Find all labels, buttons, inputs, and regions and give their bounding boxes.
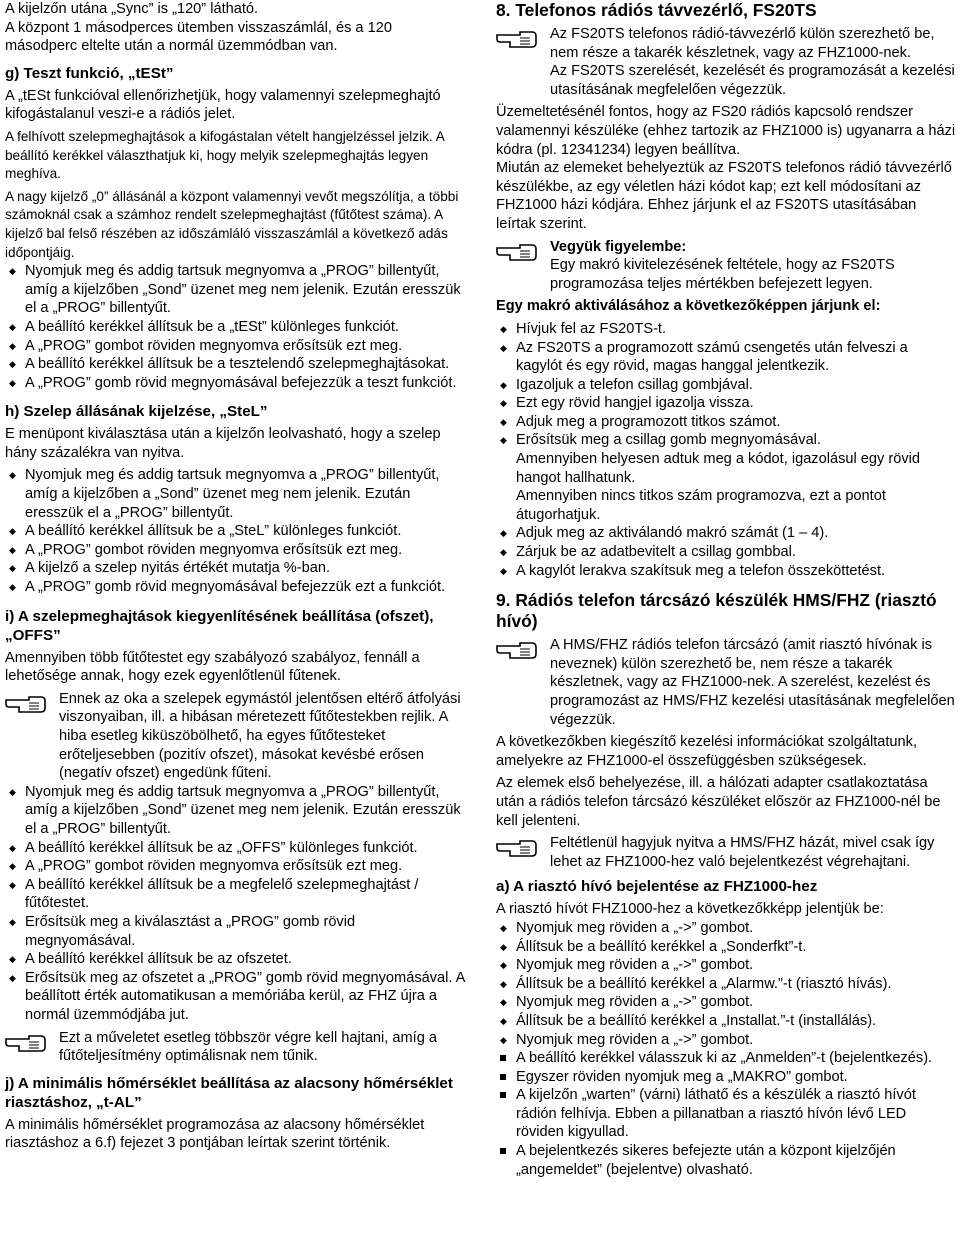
bullet-icon: ◆ — [9, 916, 16, 927]
list-item: ◆ A „PROG” gomb rövid megnyomásával befejezzük ezt a funkciót. — [9, 579, 446, 596]
section-heading-h: h) Szelep állásának kijelzése, „SteL” — [5, 403, 268, 421]
list-item: ◆ A beállító kerékkel állítsuk be a tesztelendő szelepmeghajtásokat. — [9, 356, 450, 373]
bullet-icon: ◆ — [9, 266, 16, 277]
list-item: ◆ Nyomjuk meg röviden a „->” gombot. — [500, 994, 754, 1011]
bullet-list-i — [5, 783, 467, 1025]
list-item: ◆ Nyomjuk meg röviden a „->” gombot. — [500, 919, 754, 936]
section-heading-a: a) A riasztó hívó bejelentése az FHZ1000-hez — [496, 878, 818, 896]
continuation-text: Amennyiben nincs titkos szám programozva, ezt a pontot átugorhatjuk. — [516, 488, 886, 523]
list-item: ◆ Állítsuk be a beállító kerékkel a „Installat.”-t (installálás). — [500, 1012, 877, 1029]
list-item: ◆ Ezt egy rövid hangjel igazolja vissza. — [500, 395, 754, 412]
paragraph: E menüpont kiválasztása után a kijelzőn leolvasható, hogy a szelep hány százalékra van nyitva. — [5, 426, 441, 461]
list-item: ◆ Erősítsük meg az ofszetet a „PROG” gomb rövid megnyomásával. A beállított érték automatikusan a memóriába kerül, az FHZ újra a normál üzemmódjába jut. — [9, 969, 465, 1023]
note-block — [496, 238, 956, 294]
bullet-icon: ◆ — [500, 528, 507, 539]
list-item: ◆ Nyomjuk meg röviden a „->” gombot. — [500, 957, 754, 974]
bullet-icon: ◆ — [9, 359, 16, 370]
note-block — [5, 1029, 467, 1066]
section-heading-j: j) A minimális hőmérséklet beállítása az alacsony hőmérséklet riasztáshoz, „t-AL” — [5, 1074, 453, 1111]
bullet-icon: ◆ — [9, 470, 16, 481]
bold-intro: Egy makró aktiválásához a következőképpen járjunk el: — [496, 298, 881, 315]
bullet-list-a — [496, 919, 956, 1179]
list-item: ◆ Állítsuk be a beállító kerékkel a „Alarmw.”-t (riasztó hívás). — [500, 975, 892, 992]
list-item: ◆ Adjuk meg az aktiválandó makró számát (1 – 4). — [500, 525, 829, 542]
note-text: Ennek az oka a szelepek egymástól jelentősen eltérő átfolyási viszonyaiban, ill. a hibásan méretezett fűtőtestekben rejlik. A hiba esetleg kiküszöbölhető, ha egyes fűtőtesteket erőteljesebben (pozitív ofszet), másokat kevésbé erősen (negatív ofszet) engedünk fűteni. — [59, 690, 461, 782]
bullet-icon: ◆ — [500, 547, 507, 558]
bullet-icon: ◆ — [500, 342, 507, 353]
list-item: Egyszer röviden nyomjuk meg a „MAKRO” gombot. — [496, 1068, 956, 1087]
note-text: Feltétlenül hagyjuk nyitva a HMS/FHZ házát, mivel csak így lehet az FHZ1000-hez való bejelentkezést végrehajtani. — [550, 835, 935, 870]
bullet-icon: ◆ — [9, 954, 16, 965]
paragraph: A kijelzőn utána „Sync” is „120” látható. — [5, 1, 259, 17]
bullet-icon: ◆ — [500, 960, 507, 971]
bullet-icon: ◆ — [9, 377, 16, 388]
bullet-icon: ◆ — [9, 582, 16, 593]
list-item: ◆ A beállító kerékkel állítsuk be a „SteL” különleges funkciót. — [9, 523, 402, 540]
square-bullet-icon — [500, 1055, 506, 1061]
list-item: ◆ A beállító kerékkel állítsuk be a „tESt” különleges funkciót. — [9, 318, 399, 335]
list-item: ◆ Az FS20TS a programozott számú csengetés után felveszi a kagylót és egy rövid, magas hanggal jelentkezik. — [500, 339, 908, 375]
list-item: ◆ A „PROG” gombot röviden megnyomva erősítsük ezt meg. — [9, 858, 403, 875]
bullet-icon: ◆ — [9, 972, 16, 983]
list-item: ◆ Nyomjuk meg röviden a „->” gombot. — [500, 1031, 754, 1048]
note-block — [496, 25, 956, 99]
bullet-icon: ◆ — [9, 786, 16, 797]
list-item: ◆ Hívjuk fel az FS20TS-t. — [500, 320, 667, 337]
list-item: ◆ Igazoljuk a telefon csillag gombjával. — [500, 376, 753, 393]
list-item: ◆ Állítsuk be a beállító kerékkel a „Sonderfkt”-t. — [500, 938, 807, 955]
list-item: ◆ A „PROG” gombot röviden megnyomva erősítsük ezt meg. — [9, 541, 403, 558]
pointing-hand-icon — [5, 1033, 51, 1053]
bullet-icon: ◆ — [9, 879, 16, 890]
bullet-icon: ◆ — [500, 323, 507, 334]
bullet-icon: ◆ — [9, 340, 16, 351]
list-item: ◆ A kagylót lerakva szakítsuk meg a telefon összeköttetést. — [500, 562, 886, 579]
bullet-list-macro — [496, 320, 956, 450]
bullet-icon: ◆ — [500, 1034, 507, 1045]
list-item: ◆ Erősítsük meg a csillag gomb megnyomásával. — [500, 432, 821, 449]
pointing-hand-icon — [496, 838, 542, 858]
bullet-icon: ◆ — [500, 978, 507, 989]
list-item: A beállító kerékkel válasszuk ki az „Anmelden”-t (bejelentkezés). — [496, 1049, 956, 1068]
note-text: A HMS/FHZ rádiós telefon tárcsázó (amit riasztó hívónak is neveznek) külön szerezhető be, nem része a takarék készletnek, vagy az FHZ1000-nek. A szerelést, kezelést és programozást az HMS/FHZ kezelési utasításának megfelelően végezzük. — [550, 637, 955, 728]
note-text: Az FS20TS telefonos rádió-távvezérlő külön szerezhető be, nem része a takarék készletnek, vagy az FHZ1000-nek. — [550, 26, 935, 61]
right-column — [496, 0, 956, 1179]
list-item: ◆ A beállító kerékkel állítsuk be az ofszetet. — [9, 951, 292, 968]
paragraph: A felhívott szelepmeghajtások a kifogástalan vételt hangjelzéssel jelzik. A beállító kerékkel választhatjuk ki, hogy melyik szelepmeghajtás legyen meghíva. — [5, 128, 445, 182]
continuation-text: Amennyiben helyesen adtuk meg a kódot, igazolásul egy rövid hangot hallhatunk. — [516, 451, 921, 486]
bullet-icon: ◆ — [500, 416, 507, 427]
paragraph: Üzemeltetésénél fontos, hogy az FS20 rádiós kapcsoló rendszer valamennyi készüléke (ehhez tartozik az FHZ1000 is) ugyanarra a házi kódra (pl. 12341234) legyen beállítva. — [496, 104, 956, 158]
note-text: Egy makró kivitelezésének feltétele, hogy az FS20TS programozása teljes mértékben befejezett legyen. — [550, 257, 895, 292]
list-item: ◆ A beállító kerékkel állítsuk be az „OFFS” különleges funkciót. — [9, 839, 418, 856]
paragraph: A riasztó hívót FHZ1000-hez a következőkképp jelentjük be: — [496, 901, 884, 918]
bullet-list-h — [5, 466, 467, 596]
paragraph: A nagy kijelző „0” állásánál a központ valamennyi vevőt megszólítja, a többi számoknál csak a számhoz rendelt szelepmeghajtást (fűtőtest száma). A kijelző bal felső részében az időszámláló visszaszámlál a következő adás időpontjáig. — [5, 188, 459, 260]
bullet-list-macro-end — [496, 524, 956, 580]
list-item: ◆ Zárjuk be az adatbevitelt a csillag gombbal. — [500, 544, 796, 561]
paragraph: A minimális hőmérséklet programozása az alacsony hőmérséklet riasztáshoz a 6.f) fejezet 3 pontjában leírtak szerint történik. — [5, 1116, 425, 1152]
pointing-hand-icon — [496, 29, 542, 49]
note-block — [496, 636, 956, 729]
paragraph: A „tESt funkcióval ellenőrizhetjük, hogy valamennyi szelepmeghajtó kifogástalanul veszi-e a rádiós jelet. — [5, 87, 441, 123]
list-item: ◆ A „PROG” gomb rövid megnyomásával befejezzük a teszt funkciót. — [9, 374, 457, 391]
list-item: ◆ Adjuk meg a programozott titkos számot. — [500, 413, 781, 430]
note-block — [5, 690, 467, 783]
bullet-icon: ◆ — [500, 1015, 507, 1026]
square-bullet-icon — [500, 1092, 506, 1098]
note-text: Ezt a műveletet esetleg többször végre kell hajtani, amíg a fűtőteljesítmény optimálisnak nem tűnik. — [59, 1029, 438, 1065]
note-block — [496, 834, 956, 871]
section-heading-i: i) A szelepmeghajtások kiegyenlítésének beállítása (ofszet), „OFFS” — [5, 607, 434, 644]
left-column — [5, 0, 467, 1153]
bullet-icon: ◆ — [500, 379, 507, 390]
bullet-icon: ◆ — [9, 842, 16, 853]
list-item: ◆ Nyomjuk meg és addig tartsuk megnyomva a „PROG” billentyűt, amíg a kijelzőben a „Sond” üzenet meg nem jelenik. Ezután eresszük el a „PROG” billentyűt. — [9, 467, 440, 521]
section-heading-g: g) Teszt funkció, „tESt” — [5, 64, 174, 82]
bullet-icon: ◆ — [500, 565, 507, 576]
square-bullet-icon — [500, 1074, 506, 1080]
pointing-hand-icon — [496, 640, 542, 660]
note-title: Vegyük figyelembe: — [550, 238, 687, 255]
list-item: A bejelentkezés sikeres befejezte után a központ kijelzőjén „angemeldet” (bejelentve) olvasható. — [496, 1142, 956, 1179]
bullet-icon: ◆ — [500, 997, 507, 1008]
bullet-icon: ◆ — [9, 321, 16, 332]
bullet-icon: ◆ — [500, 922, 507, 933]
bullet-icon: ◆ — [9, 563, 16, 574]
list-item: ◆ Nyomjuk meg és addig tartsuk megnyomva a „PROG” billentyűt, amíg a kijelzőben „Sond” üzenet meg nem jelenik. Ezután eresszük el a „PROG” billentyűt. — [9, 263, 461, 317]
list-item: ◆ A kijelző a szelep nyitás értékét mutatja %-ban. — [9, 560, 331, 577]
list-item: ◆ Erősítsük meg a kiválasztást a „PROG” gomb rövid megnyomásával. — [9, 913, 356, 949]
paragraph: Az elemek első behelyezése, ill. a hálózati adapter csatlakoztatása után a rádiós telefon tárcsázó készüléket először az FHZ1000-nél be kell jelenteni. — [496, 775, 941, 829]
bullet-icon: ◆ — [9, 544, 16, 555]
chapter-heading-9: 9. Rádiós telefon tárcsázó készülék HMS/FHZ (riasztó hívó) — [496, 590, 937, 632]
square-bullet-icon — [500, 1148, 506, 1154]
pointing-hand-icon — [496, 242, 542, 262]
bullet-list-g — [5, 262, 467, 392]
list-item: A kijelzőn „warten” (várni) láthatő és a készülék a riasztó hívót rádión felhívja. Ebben a pillanatban a riasztó hívón lévő LED röviden kigyullad. — [496, 1086, 956, 1142]
paragraph: Miután az elemeket behelyeztük az FS20TS telefonos rádió távvezérlő készülékbe, az egy véletlen házi kódot kap; ezt kell módosítani az FHZ1000 házi kódjára. Ehhez járjunk el az FS20TS utasításában leírtak szerint. — [496, 160, 952, 232]
bullet-icon: ◆ — [500, 435, 507, 446]
bullet-icon: ◆ — [500, 941, 507, 952]
paragraph: A következőkben kiegészítő kezelési információkat szolgáltatunk, amelyekre az FHZ1000-el összefüggésben szükségesek. — [496, 734, 918, 769]
pointing-hand-icon — [5, 694, 51, 714]
note-text: Az FS20TS szerelését, kezelését és programozását a kezelési utasításának megfelelően végezzük. — [550, 63, 955, 98]
bullet-icon: ◆ — [9, 861, 16, 872]
list-item: ◆ A beállító kerékkel állítsuk be a megfelelő szelepmeghajtást / fűtőtestet. — [9, 876, 419, 912]
chapter-heading-8: 8. Telefonos rádiós távvezérlő, FS20TS — [496, 0, 817, 20]
bullet-icon: ◆ — [9, 526, 16, 537]
list-item: ◆ A „PROG” gombot röviden megnyomva erősítsük ezt meg. — [9, 337, 403, 354]
bullet-icon: ◆ — [500, 398, 507, 409]
list-item: ◆ Nyomjuk meg és addig tartsuk megnyomva a „PROG” billentyűt, amíg a kijelzőben „Sond” üzenet meg nem jelenik. Ezután eresszük el a „PROG” billentyűt. — [9, 783, 461, 837]
paragraph: Amennyiben több fűtőtestet egy szabályozó szabályoz, fennáll a lehetősége annak, hogy ezek egyenlőtlenül fűtenek. — [5, 649, 420, 685]
paragraph: A központ 1 másodperces ütemben visszaszámlál, és a 120 másodperc eltelte után a normál üzemmódban van. — [5, 19, 392, 55]
